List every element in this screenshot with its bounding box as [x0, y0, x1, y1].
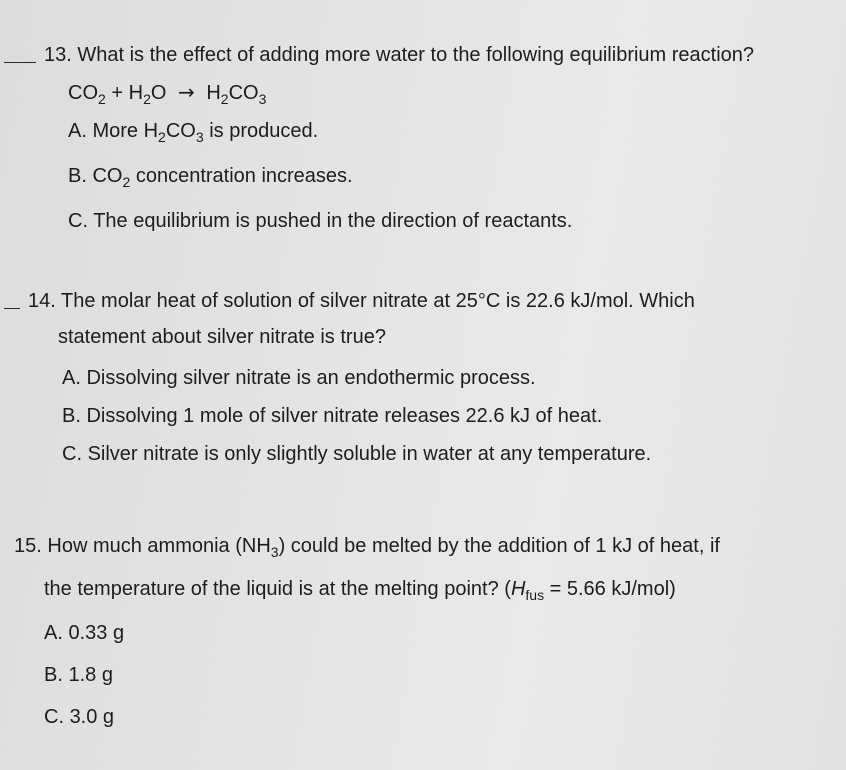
reactant-co2: CO: [68, 82, 98, 104]
option-text: concentration increases.: [130, 165, 353, 187]
q13-number: 13.: [44, 44, 72, 66]
option-text: CO: [165, 120, 196, 142]
q14-stem-text-2: statement about silver nitrate is true?: [58, 326, 386, 348]
q15-stem-text: ) could be melted by the addition of 1 kJ of heat, if: [278, 535, 720, 557]
q15-stem-line1: [14, 535, 720, 558]
q14-option-b[interactable]: [62, 405, 602, 428]
q13-reaction: [68, 80, 266, 105]
q13-option-b[interactable]: [68, 165, 353, 188]
plus-sign: +: [111, 82, 124, 104]
option-sub: 3: [195, 129, 204, 145]
option-text: 3.0 g: [69, 706, 115, 728]
q15-stem-text: = 5.66 kJ/mol): [544, 578, 676, 600]
option-sub: 2: [158, 129, 166, 145]
reactant-co2-sub: 2: [98, 91, 106, 107]
q15-option-c[interactable]: [44, 706, 114, 729]
q15-option-b[interactable]: [44, 664, 113, 687]
option-text: CO: [92, 165, 123, 187]
q13-answer-blank[interactable]: [4, 44, 36, 68]
q13-option-a[interactable]: [68, 120, 318, 143]
option-letter: A.: [62, 367, 81, 389]
q14-option-c[interactable]: [62, 443, 651, 466]
product-h: H: [206, 82, 221, 104]
option-text: More H: [92, 120, 159, 142]
q14-number: 14.: [28, 290, 56, 312]
option-letter: C.: [44, 706, 64, 728]
q14-stem-line1: [28, 290, 695, 313]
option-letter: C.: [62, 443, 82, 465]
option-text: Dissolving 1 mole of silver nitrate releases 22.6 kJ of heat.: [86, 405, 603, 427]
q13-stem: [44, 44, 754, 67]
q14-stem-line2: [58, 326, 386, 349]
product-co-sub: 3: [258, 91, 267, 107]
option-text: Silver nitrate is only slightly soluble in water at any temperature.: [87, 443, 652, 465]
option-letter: B.: [44, 664, 63, 686]
q14-stem-text-1: The molar heat of solution of silver nitrate at 25°C is 22.6 kJ/mol. Which: [61, 290, 695, 312]
q13-stem-text: What is the effect of adding more water to the following equilibrium reaction?: [77, 44, 755, 66]
q14-option-a[interactable]: [62, 367, 536, 390]
option-letter: A.: [68, 120, 87, 142]
q15-stem-text: How much ammonia (NH: [47, 535, 271, 557]
option-text: The equilibrium is pushed in the direction of reactants.: [93, 210, 573, 232]
product-co: CO: [228, 82, 259, 104]
q15-option-a[interactable]: [44, 622, 124, 645]
option-letter: B.: [68, 165, 87, 187]
q15-stem-text: the temperature of the liquid is at the melting point? (: [44, 578, 511, 600]
option-text: 1.8 g: [68, 664, 113, 686]
q15-number: 15.: [14, 535, 42, 557]
q15-stem-line2: [44, 578, 676, 601]
product-h-sub: 2: [220, 91, 229, 107]
reaction-arrow-icon: →: [177, 80, 195, 104]
reactant-h2o-h: H: [128, 82, 144, 104]
reactant-h2o-sub: 2: [143, 91, 151, 107]
option-sub: 2: [122, 174, 131, 190]
option-text: is produced.: [203, 120, 319, 142]
option-text: 0.33 g: [68, 622, 125, 644]
option-letter: A.: [44, 622, 63, 644]
option-letter: B.: [62, 405, 81, 427]
enthalpy-symbol: H: [510, 578, 526, 600]
q14-answer-blank[interactable]: [4, 290, 20, 314]
option-text: Dissolving silver nitrate is an endothermic process.: [86, 367, 536, 389]
q13-option-c[interactable]: [68, 210, 572, 233]
option-letter: C.: [68, 210, 88, 232]
reactant-h2o-o: O: [150, 82, 167, 104]
q15-stem-sub: 3: [270, 544, 279, 560]
enthalpy-sub: fus: [525, 587, 545, 603]
